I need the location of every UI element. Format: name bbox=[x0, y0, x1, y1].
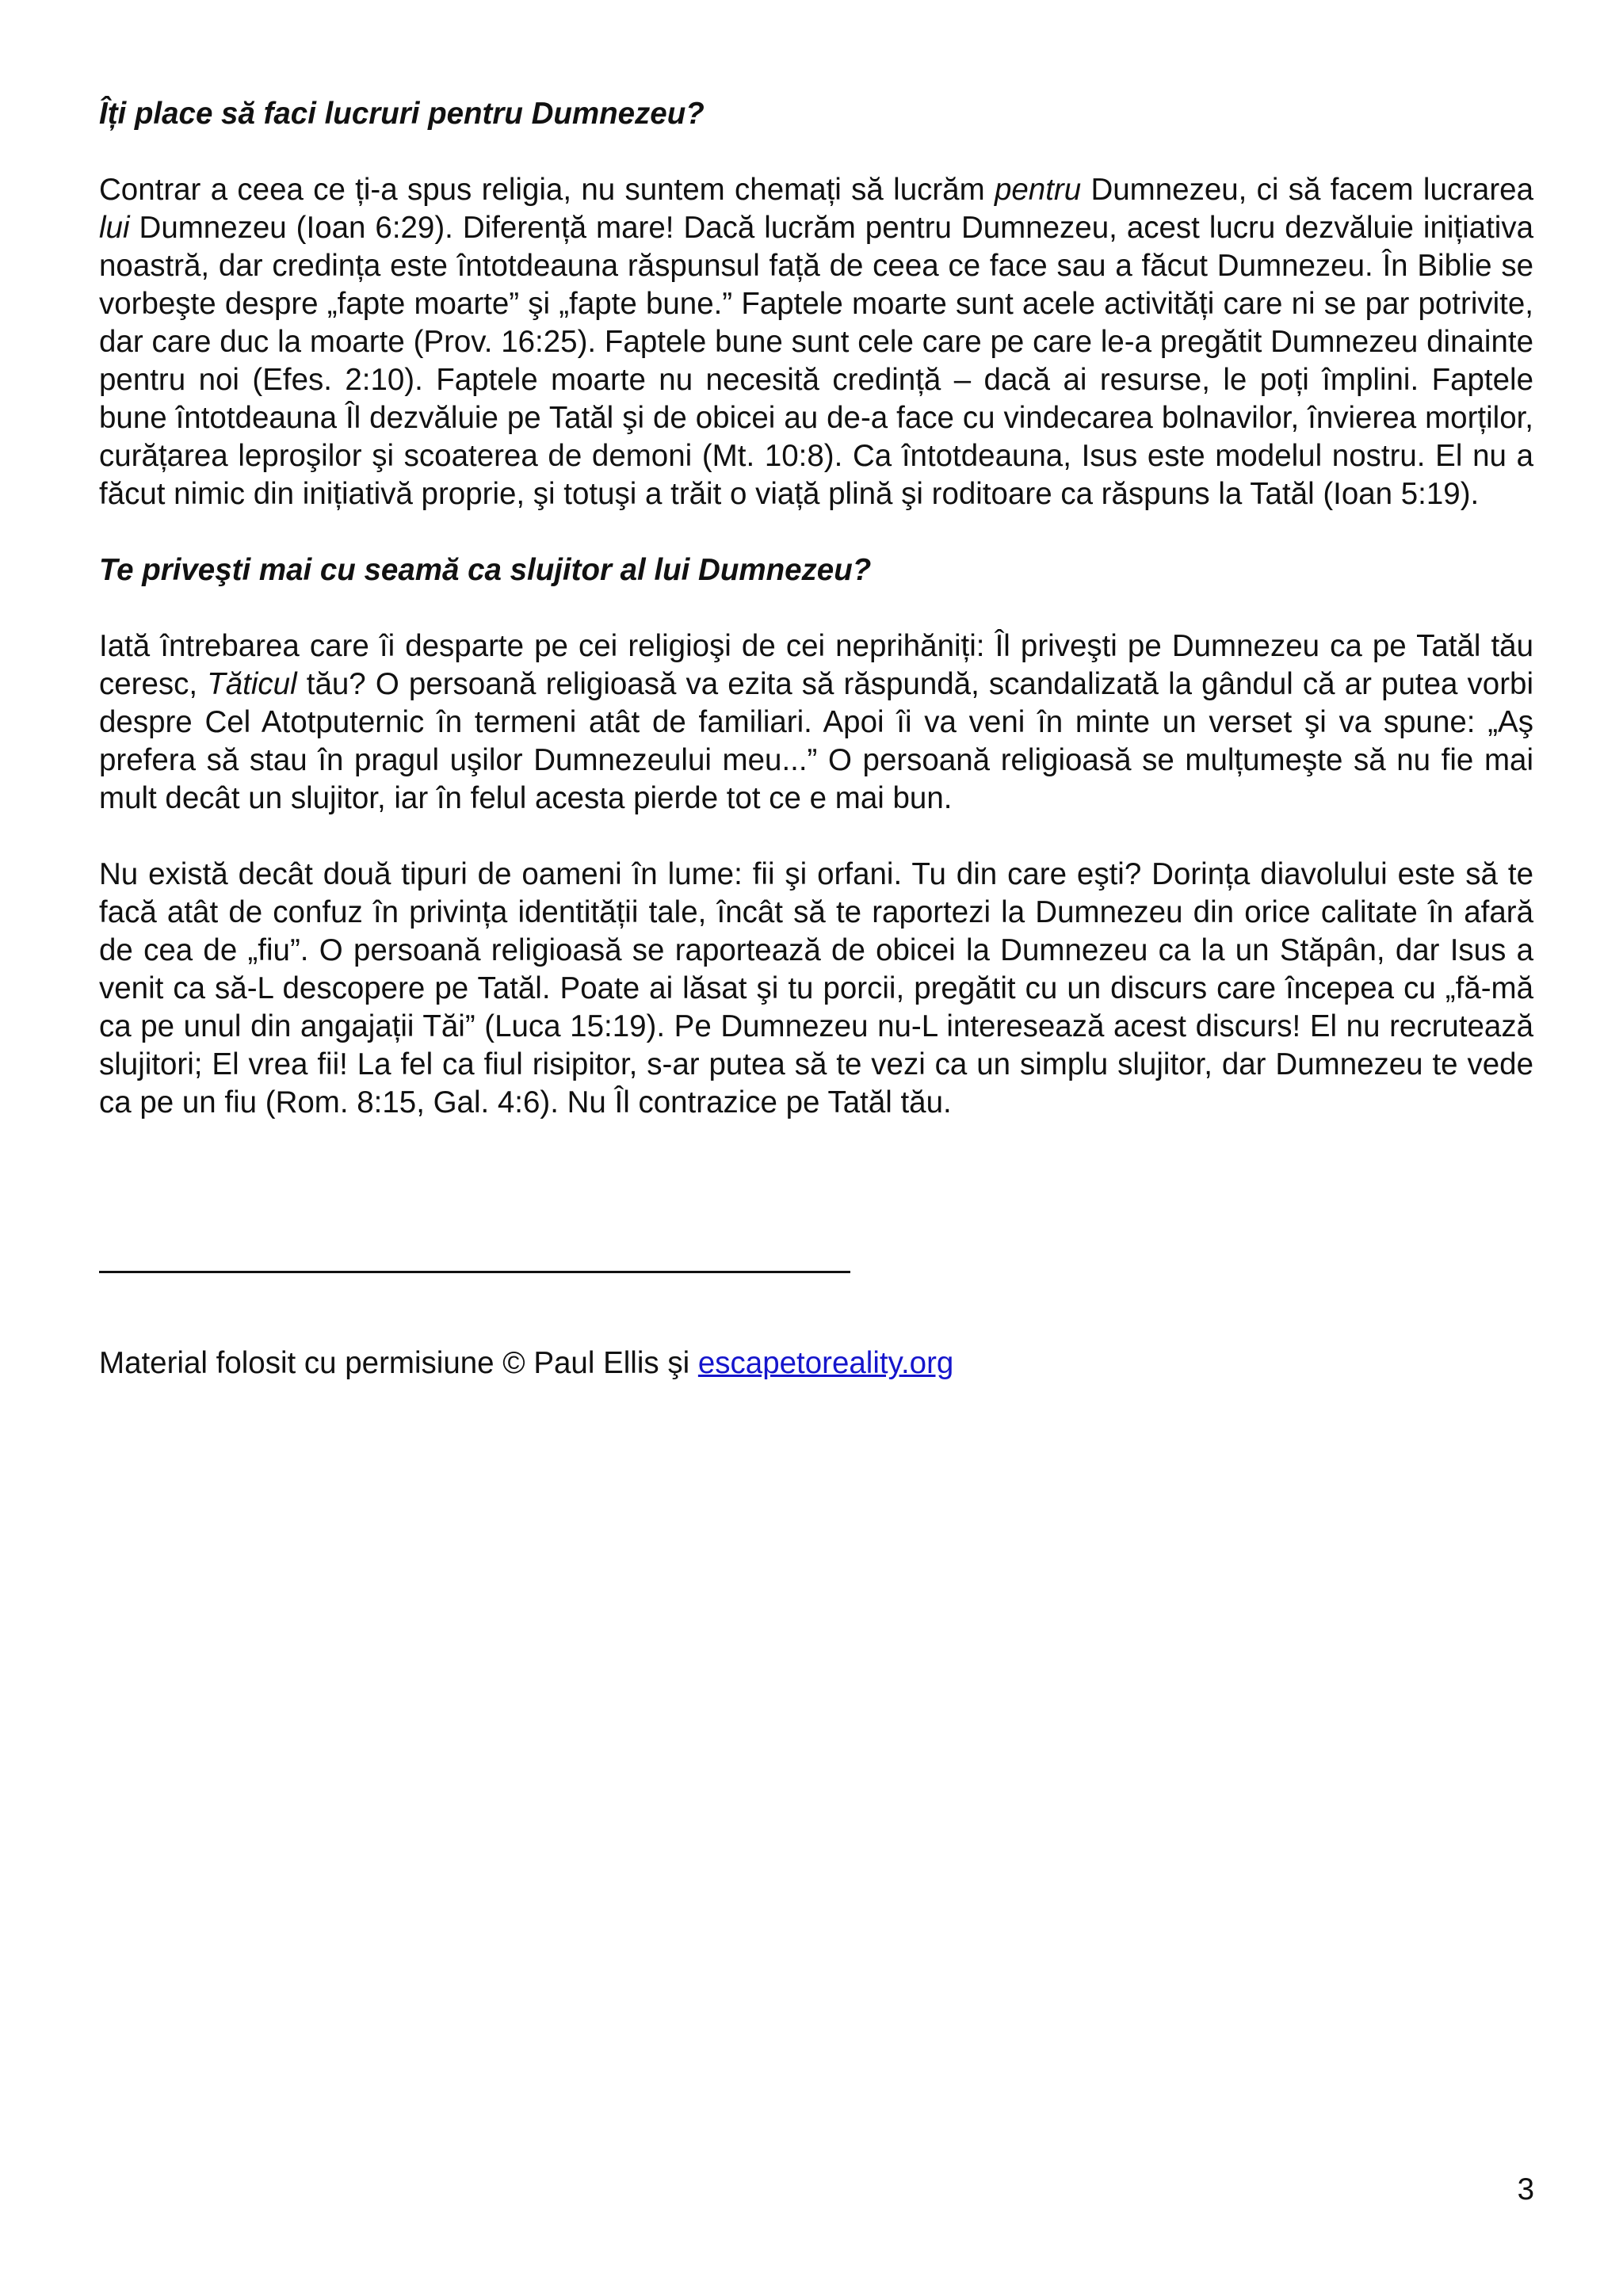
text-run: Contrar a ceea ce ți-a spus religia, nu suntem chemați să lucrăm bbox=[99, 173, 995, 207]
italic-run: lui bbox=[99, 211, 130, 245]
document-body bbox=[99, 95, 1533, 1160]
credit-line bbox=[99, 1344, 953, 1383]
text-run: Dumnezeu (Ioan 6:29). Diferență mare! Dacă lucrăm pentru Dumnezeu, acest lucru dezvăluie inițiativa noastră, dar credința este întotdeauna răspunsul față de ceea ce face sau a făcut Dumnezeu. În Biblie se vorbeşte despre „fapte moarte” şi „fapte bune.” Faptele moarte sunt acele activități care ni se par potrivite, dar care duc la moarte (Prov. 16:25). Faptele bune sunt cele care pe care le-a pregătit Dumnezeu dinainte pentru noi (Efes. 2:10). Faptele moarte nu necesită credință – dacă ai resurse, le poți împlini. Faptele bune întotdeauna Îl dezvăluie pe Tatăl şi de obicei au de-a face cu vindecarea bolnavilor, învierea morților, curățarea leproşilor şi scoaterea de demoni (Mt. 10:8). Ca întotdeauna, Isus este modelul nostru. El nu a făcut nimic din inițiativă proprie, şi totuşi a trăit o viață plină şi roditoare ca răspuns la Tatăl (Ioan 5:19). bbox=[99, 211, 1533, 511]
credit-text: Material folosit cu permisiune © Paul Ellis şi bbox=[99, 1346, 698, 1380]
section-heading-servant: Te priveşti mai cu seamă ca slujitor al lui Dumnezeu? bbox=[99, 553, 872, 587]
italic-run: Tăticul bbox=[207, 667, 297, 701]
italic-run: pentru bbox=[994, 173, 1082, 207]
page-number: 3 bbox=[1517, 2172, 1534, 2206]
footnote-divider bbox=[99, 1271, 850, 1273]
text-run: Iată întrebarea care îi desparte pe cei religioşi de cei neprihăniți: Îl priveşti pe Dumnezeu ca pe Tatăl tău ceresc, bbox=[99, 629, 1533, 701]
section-heading-works: Îți place să faci lucruri pentru Dumnezeu? bbox=[99, 97, 705, 131]
paragraph-works bbox=[99, 171, 1533, 513]
paragraph-sons-orphans: Nu există decât două tipuri de oameni în lume: fii şi orfani. Tu din care eşti? Dorința diavolului este să te facă atât de confuz în privința identității tale, încât să te raportezi la Dumnezeu din orice calitate în afară de cea de „fiu”. O persoană religioasă se raportează de obicei la Dumnezeu ca la un Stăpân, dar Isus a venit ca să-L descopere pe Tatăl. Poate ai lăsat şi tu porcii, pregătit cu un discurs care începea cu „fă-mă ca pe unul din angajații Tăi” (Luca 15:19). Pe Dumnezeu nu-L interesează acest discurs! El nu recrutează slujitori; El vrea fii! La fel ca fiul risipitor, s-ar putea să te vezi ca un simplu slujitor, dar Dumnezeu te vede ca pe un fiu (Rom. 8:15, Gal. 4:6). Nu Îl contrazice pe Tatăl tău. bbox=[99, 857, 1533, 1119]
text-run: tău? O persoană religioasă va ezita să răspundă, scandalizată la gândul că ar putea vorbi despre Cel Atotputernic în termeni atât de familiari. Apoi îi va veni în minte un verset şi va spune: „Aş prefera să stau în pragul uşilor Dumnezeului meu...” O persoană religioasă se mulțumeşte să nu fie mai mult decât un slujitor, iar în felul acesta pierde tot ce e mai bun. bbox=[99, 667, 1533, 815]
text-run: Dumnezeu, ci să facem lucrarea bbox=[1081, 173, 1533, 207]
source-link[interactable]: escapetoreality.org bbox=[697, 1346, 954, 1380]
paragraph-father bbox=[99, 627, 1533, 818]
